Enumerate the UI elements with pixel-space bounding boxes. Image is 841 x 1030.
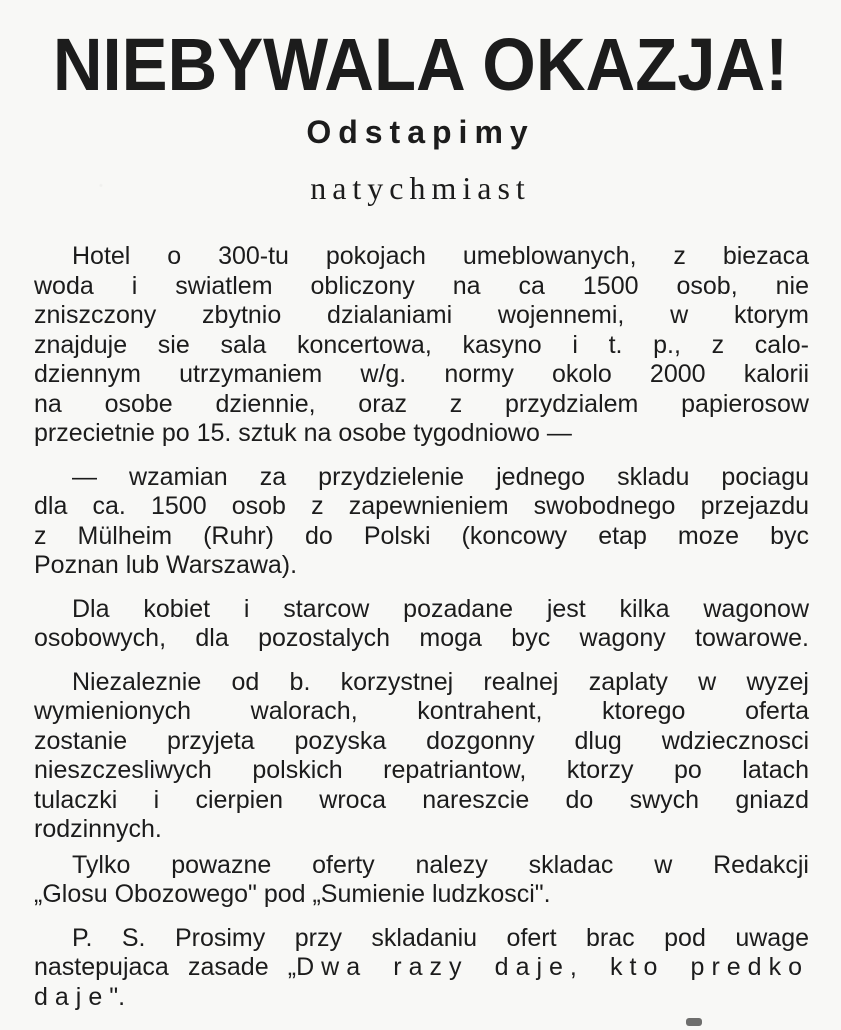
text-line: Dla kobiet i starcow pozadane jest kilka wagonow	[72, 594, 809, 623]
text-line: Tylko powazne oferty nalezy skladac w Redakcji	[72, 850, 809, 879]
text-line: z Mülheim (Ruhr) do Polski (koncowy etap moze byc	[34, 521, 809, 550]
paragraph-hotel-offer	[34, 242, 809, 449]
text-line: — wzamian za przydzielenie jednego skladu pociagu	[72, 462, 809, 491]
article-body	[34, 242, 809, 1012]
text-line: na osobe dziennie, oraz z przydzialem papierosow	[34, 389, 809, 418]
text-line: wymienionych walorach, kontrahent, ktorego oferta	[34, 697, 809, 725]
text-line: dziennym utrzymaniem w/g. normy okolo 2000 kalorii	[34, 360, 809, 388]
text-line	[34, 983, 809, 1013]
text-line: woda i swiatlem obliczony na ca 1500 osob, nie	[34, 271, 809, 300]
headline: NIEBYWALA OKAZJA!	[52, 23, 789, 106]
paragraph-postscript	[34, 924, 809, 1013]
subheading: Odstapimy	[306, 114, 535, 150]
spaced-quote: Dwa razy daje, kto predko	[296, 953, 809, 981]
text-line: Niezaleznie od b. korzystnej realnej zaplaty w wyzej	[72, 667, 809, 696]
printer-mark	[686, 1018, 702, 1026]
text-line: dla ca. 1500 osob z zapewnieniem swobodnego przejazdu	[34, 492, 809, 520]
paragraph-train-request	[34, 463, 809, 581]
text-line: Hotel o 300-tu pokojach umeblowanych, z biezaca	[72, 242, 809, 270]
paragraph-offers-submission	[34, 851, 809, 910]
text-line	[34, 953, 809, 983]
text-line: znajduje sie sala koncertowa, kasyno i t. p., z calo-	[34, 330, 809, 359]
subheading-secondary: natychmiast	[310, 170, 531, 206]
text-line: Poznan lub Warszawa).	[34, 551, 298, 579]
paragraph-wagons	[34, 595, 809, 654]
text-fragment: nastepujaca zasade „	[34, 953, 297, 981]
spaced-quote: daje	[34, 982, 110, 1011]
text-line: przecietnie po 15. sztuk na osobe tygodniowo —	[34, 419, 572, 447]
text-line: P. S. Prosimy przy skladaniu ofert brac pod uwage	[72, 923, 809, 952]
text-line: „Glosu Obozowego" pod „Sumienie ludzkosci".	[34, 880, 551, 908]
text-line: zostanie przyjeta pozyska dozgonny dlug wdziecznosci	[34, 726, 809, 755]
text-line: zniszczony zbytnio dzialaniami wojennemi, w ktorym	[34, 301, 809, 329]
text-line: rodzinnych.	[34, 815, 162, 843]
text-line: tulaczki i cierpien wroca nareszcie do swych gniazd	[34, 785, 809, 814]
text-fragment: ".	[109, 982, 126, 1011]
text-line: nieszczesliwych polskich repatriantow, ktorzy po latach	[34, 756, 809, 784]
text-line: osobowych, dla pozostalych moga byc wagony towarowe.	[34, 624, 809, 652]
paragraph-gratitude	[34, 668, 809, 845]
